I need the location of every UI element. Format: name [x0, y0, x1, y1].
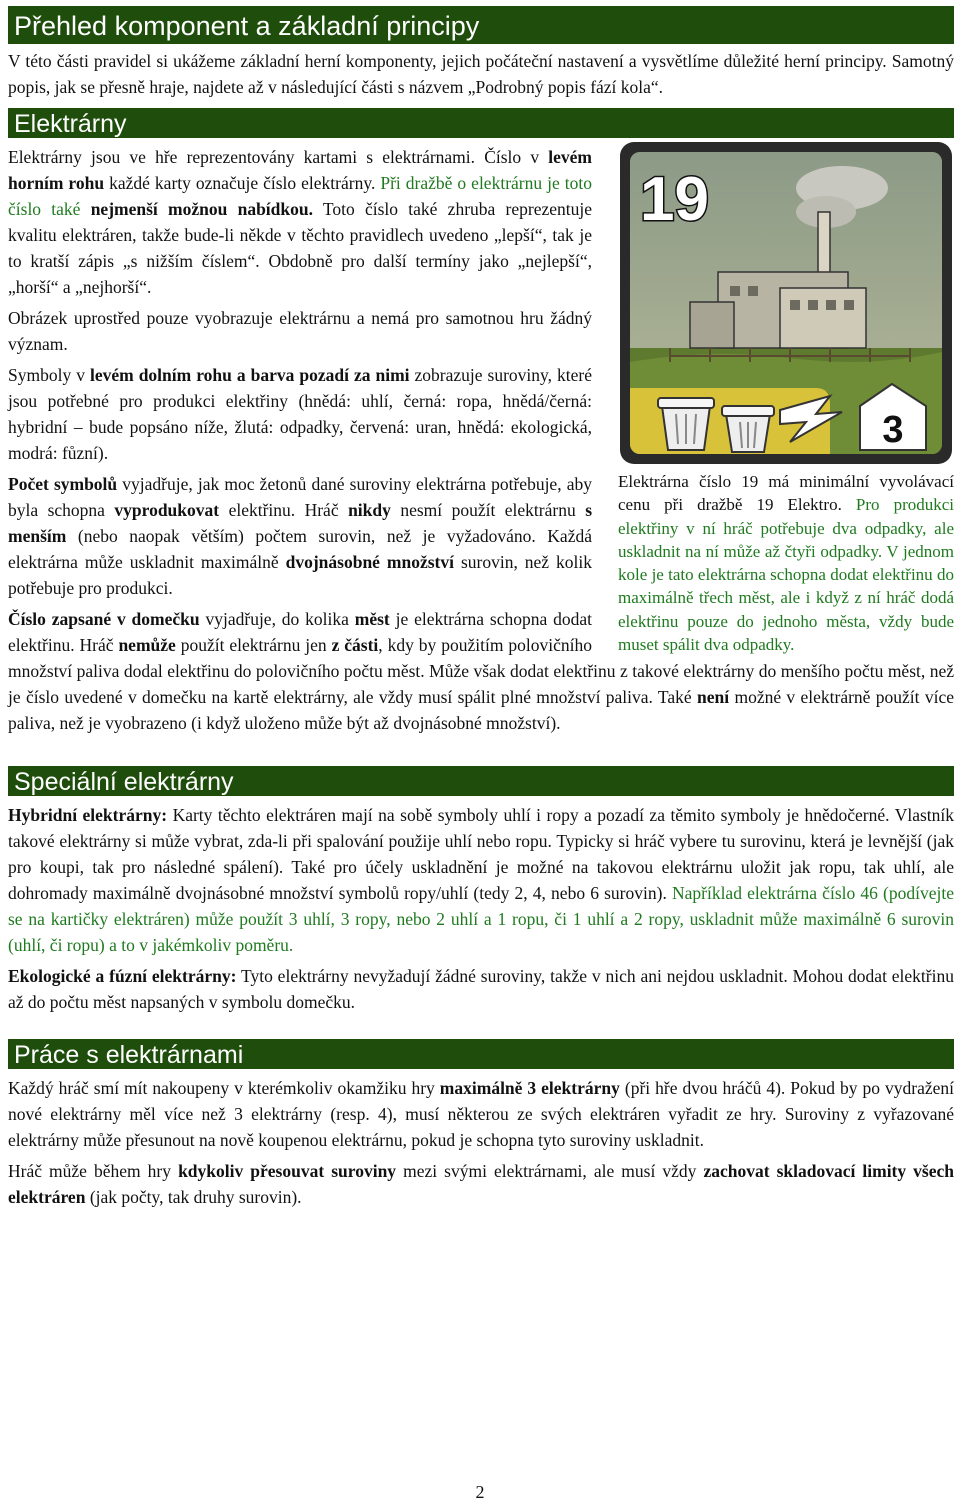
section-heading-working: Práce s elektrárnami [8, 1039, 954, 1069]
section-heading-overview: Přehled komponent a základní principy [8, 6, 954, 44]
overview-intro: V této části pravidel si ukážeme základní herní komponenty, jejich počáteční nastavení a vysvětlíme důležité herní principy. Samotný popis, jak se přesně hraje, najdete až v následující části s názvem „Podrobný popis fází kola“. [8, 51, 954, 97]
trash-can-icon [658, 398, 714, 450]
page-number: 2 [475, 1482, 485, 1502]
card-cities-number: 3 [882, 409, 904, 451]
card-caption: Elektrárna číslo 19 má minimální vyvolávací cenu při dražbě 19 Elektro. Pro produkci elektřiny v ní hráč potřebuje dva odpadky, ale uskladnit na ní může až čtyři odpadky. V jednom kole je tato elektrárna schopna dodat elektřinu do maximálně třech měst, ale i když z ní hráč dodá elektřinu pouze do jednoho města, vždy bude muset spálit dva odpadky. [618, 472, 955, 655]
working-paragraph-1: Každý hráč smí mít nakoupeny v kterémkoliv okamžiku hry maximálně 3 elektrárny (při hře dvou hráčů 4). Pokud by po vydražení nové elektrárny měl více než 3 elektrárny (resp. 4), musí některou ze svých elektráren vyřadit ze hry. Suroviny z vyřazované elektrárny může přesunout na nově koupenou elektrárnu, pokud je schopna tyto suroviny uskladnit. [8, 1078, 954, 1150]
power-plants-paragraph-3: Symboly v levém dolním rohu a barva pozadí za nimi zobrazuje suroviny, které jsou potřebné pro produkci elektřiny (hnědá: uhlí, černá: ropa, hnědá/černá: hybridní – bude popsáno níže, žlutá: odpadky, červená: uran, hnědá: ekologická, modrá: fůzní). [8, 365, 592, 463]
section-heading-power-plants: Elektrárny [8, 108, 954, 138]
power-plants-paragraph-2: Obrázek uprostřed pouze vyobrazuje elektrárnu a nemá pro samotnou hru žádný význam. [8, 308, 592, 354]
power-plants-paragraph-4: Počet symbolů vyjadřuje, jak moc žetonů dané suroviny elektrárna potřebuje, aby byla schopna vyprodukovat elektřinu. Hráč nikdy nesmí použít elektrárnu s menším (nebo naopak větším) počtem surovin, než je vyžadováno. Každá elektrárna může uskladnit maximálně dvojnásobné množství surovin, než kolik potřebuje pro produkci. [8, 474, 592, 598]
card-illustration [630, 152, 942, 454]
power-plant-illustration [630, 152, 942, 454]
power-plant-card-figure [618, 142, 954, 656]
special-paragraph-1: Hybridní elektrárny: Karty těchto elektráren mají na sobě symboly uhlí i ropy a pozadí za těmito symboly je hnědočerné. Vlastník takové elektrárny si může vybrat, zda-li při spalování použije uhlí nebo ropu. Typicky si hráč vybere tu surovinu, která je levnější (jak pro koupi, tak pro následné spálení). Také pro účely uskladnění je možné na takovou elektrárnu uložit jak ropu, tak uhlí, ale dohromady maximálně dvojnásobné množství symbolů ropy/uhlí (tedy 2, 4, nebo 6 surovin). Například elektrárna číslo 46 (podívejte se na kartičky elektráren) může použít 3 uhlí, 3 ropy, nebo 2 uhlí a 1 ropu, či 1 uhlí a 2 ropy, uskladnit může maximálně 6 surovin (uhlí, či ropu) a to v jakémkoliv poměru. [8, 805, 954, 955]
power-plants-paragraph-1: Elektrárny jsou ve hře reprezentovány kartami s elektrárnami. Číslo v levém horním rohu každé karty označuje číslo elektrárny. Při dražbě o elektrárnu je toto číslo také nejmenší možnou nabídkou. Toto číslo také zhruba reprezentuje kvalitu elektráren, takže bude-li někde v těchto pravidlech uvedeno „lepší“, tak je to kratší zápis „s nižším číslem“. Obdobně pro další termíny jako „nejlepší“, „horší“ a „nejhorší“. [8, 147, 592, 297]
special-paragraph-2: Ekologické a fúzní elektrárny: Tyto elektrárny nevyžadují žádné suroviny, takže v nich ani nejdou uskladnit. Mohou dodat elektřinu až do počtu měst napsaných v symbolu domečku. [8, 966, 954, 1012]
power-plants-paragraph-5: Číslo zapsané v domečku vyjadřuje, do kolika měst je elektrárna schopna dodat elektřinu. Hráč nemůže použít elektrárnu jen z části, kdy by použitím polovičního množství paliva dodal elektřinu do polovičního počtu měst. Může však dodat elektřinu z takové elektrárny do menšího počtu měst, než je číslo uvedené v domečku na kartě elektrárny, ale vždy musí spálit plné množství paliva. Také není možné v elektrárně použít více paliva, než je vyobrazeno (i když uloženo může být až dvojnásobné množství). [8, 609, 954, 733]
power-plant-card [620, 142, 952, 464]
document-page [8, 6, 954, 1210]
card-number: 19 [640, 165, 709, 234]
working-paragraph-2: Hráč může během hry kdykoliv přesouvat suroviny mezi svými elektrárnami, ale musí vždy zachovat skladovací limity všech elektráren (jak počty, tak druhy surovin). [8, 1161, 955, 1207]
section-heading-special: Speciální elektrárny [8, 766, 954, 796]
